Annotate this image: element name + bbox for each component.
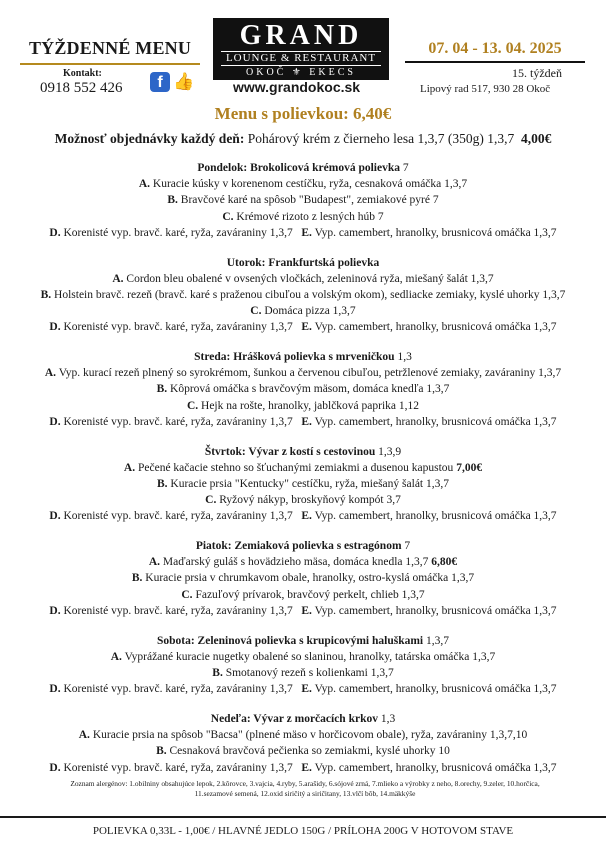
day-soup: Sobota: Zeleninová polievka s krupicovými haluškami	[156, 634, 424, 647]
item-letter: E.	[301, 683, 312, 696]
item-letter: B.	[131, 572, 143, 585]
day-soup: Nedeľa: Vývar z morčacích krkov	[210, 712, 378, 725]
menu-item	[0, 649, 606, 665]
menu-item	[0, 381, 606, 397]
day-title	[0, 711, 606, 727]
fixed-items	[0, 225, 606, 241]
day-title	[0, 538, 606, 554]
day-soup: Utorok: Frankfurtská polievka	[226, 256, 380, 269]
soup-allergens: 7	[404, 540, 411, 553]
item-letter: D.	[49, 510, 61, 523]
item-text: Kuracie prsia na spôsob "Bacsa" (plnené mäso v horčicovom obale), ryža, zaváraniny 1,3,7,10	[92, 729, 528, 742]
portion-info: POLIEVKA 0,33L - 1,00€ / HLAVNÉ JEDLO 150G / PRÍLOHA 200G V HOTOVOM STAVE	[92, 825, 514, 837]
menu-item	[0, 209, 606, 225]
weekly-title-block	[20, 38, 200, 65]
logo-place: OKOČ ⚜ EKECS	[246, 67, 356, 78]
item-letter: B.	[167, 194, 178, 207]
item-letter: A.	[78, 729, 90, 742]
item-letter: B.	[40, 288, 52, 301]
day-soup: Štvrtok: Vývar z kostí s cestovinou	[204, 445, 376, 458]
fixed-items	[0, 681, 606, 697]
day-section	[0, 633, 606, 698]
address: Lipový rad 517, 930 28 Okoč	[420, 83, 551, 95]
menu-item	[0, 192, 606, 208]
fixed-items	[0, 508, 606, 524]
item-letter: D.	[49, 761, 61, 774]
day-title	[0, 349, 606, 365]
item-letter: D.	[49, 604, 61, 617]
allergen-list: Zoznam alergénov: 1.obilniny obsahujúce lepok, 2.kôrovce, 3.vajcia, 4.ryby, 5.arašidy, 6.sójové zrná, 7.mlieko a výrobky z neho, 8.orechy, 9.zeler, 10.horčica, 11.sezamové semená, 12.oxid siričitý a siričitany, 13.vlčí bôb, 14.mäkkýše	[70, 779, 540, 798]
soup-allergens: 1,3,7	[426, 634, 450, 647]
menu-item	[0, 587, 606, 603]
social-icons	[150, 72, 195, 92]
item-text: Korenisté vyp. bravč. karé, ryža, zaváraniny 1,3,7	[63, 604, 293, 617]
menu-price: Menu s polievkou: 6,40€	[214, 104, 392, 123]
day-soup: Pondelok: Brokolicová krémová polievka	[197, 162, 401, 174]
logo-subtitle: LOUNGE & RESTAURANT	[221, 51, 381, 66]
fixed-items	[0, 603, 606, 619]
menu-item	[0, 476, 606, 492]
menu-item	[0, 665, 606, 681]
item-letter: A.	[110, 650, 122, 663]
week-dates: 07. 04 - 13. 04. 2025	[428, 40, 562, 57]
day-title	[0, 444, 606, 460]
item-price: 6,80€	[431, 556, 458, 569]
day-section	[0, 711, 606, 776]
item-text: Korenisté vyp. bravč. karé, ryža, zaváraniny 1,3,7	[63, 226, 293, 239]
contact-label: Kontakt:	[63, 68, 102, 79]
title-underline	[20, 63, 200, 65]
item-letter: E.	[301, 226, 312, 239]
item-letter: E.	[301, 415, 312, 428]
week-number: 15. týždeň	[512, 66, 562, 80]
item-letter: C.	[181, 588, 193, 601]
item-letter: A.	[44, 367, 57, 380]
day-section	[0, 255, 606, 336]
item-letter: C.	[186, 399, 199, 412]
menu-item	[0, 271, 606, 287]
footer-divider	[0, 816, 606, 818]
day-section	[0, 349, 606, 430]
item-letter: B.	[156, 383, 168, 396]
item-text: Vyp. camembert, hranolky, brusnicová omáčka 1,3,7	[314, 321, 557, 334]
item-letter: B.	[156, 745, 167, 758]
item-text: Kuracie kúsky v korenenom cestíčku, ryža, cesnaková omáčka 1,3,7	[152, 178, 468, 191]
soup-allergens: 1,3,9	[378, 445, 402, 458]
item-text: Vyp. camembert, hranolky, brusnicová omáčka 1,3,7	[314, 761, 557, 774]
day-soup: Streda: Hrášková polievka s mrveničkou	[194, 351, 395, 364]
item-text: Kuracie prsia "Kentucky" cestíčku, ryža, miešaný šalát 1,3,7	[170, 477, 449, 490]
item-text: Vyprážané kuracie nugetky obalené so slaninou, hranolky, tatárska omáčka 1,3,7	[124, 650, 496, 663]
soup-allergens: 7	[402, 162, 409, 174]
fixed-items	[0, 760, 606, 776]
day-section	[0, 160, 606, 241]
item-text: Bravčové karé na spôsob "Budapest", zemiakové pyré 7	[180, 194, 439, 207]
day-title	[0, 633, 606, 649]
logo-title: GRAND	[239, 20, 363, 51]
dates-underline	[405, 61, 585, 63]
item-letter: A.	[123, 461, 136, 474]
website-link[interactable]: www.grandokoc.sk	[233, 79, 361, 95]
item-letter: E.	[301, 604, 312, 617]
item-text: Ryžový nákyp, broskyňový kompót 3,7	[219, 494, 401, 507]
menu-item	[0, 303, 606, 319]
item-text: Vyp. camembert, hranolky, brusnicová omáčka 1,3,7	[314, 415, 557, 428]
item-letter: D.	[49, 683, 61, 696]
item-letter: D.	[49, 226, 61, 239]
item-text: Vyp. camembert, hranolky, brusnicová omáčka 1,3,7	[314, 604, 557, 617]
item-text: Hejk na rošte, hranolky, jablčková paprika 1,12	[201, 399, 420, 412]
item-letter: C.	[205, 494, 217, 507]
item-price: 7,00€	[456, 461, 483, 474]
item-text: Korenisté vyp. bravč. karé, ryža, zaváraniny 1,3,7	[63, 510, 293, 523]
day-section	[0, 538, 606, 619]
daily-offer-price: 4,00€	[521, 131, 552, 146]
fixed-items	[0, 319, 606, 335]
menu-item	[0, 727, 606, 743]
item-text: Maďarský guláš s hovädzieho mäsa, domáca knedla 1,3,7	[162, 556, 429, 569]
item-text: Krémové rizoto z lesných húb 7	[236, 210, 384, 223]
menu-item	[0, 570, 606, 586]
day-soup: Piatok: Zemiaková polievka s estragónom	[195, 540, 402, 553]
daily-offer-text: Pohárový krém z čierneho lesa 1,3,7 (350g) 1,3,7	[247, 131, 515, 146]
item-letter: A.	[112, 272, 124, 285]
item-letter: B.	[156, 477, 168, 490]
item-letter: D.	[49, 415, 61, 428]
item-letter: E.	[301, 761, 312, 774]
menu-item	[0, 176, 606, 192]
phone-number: 0918 552 426	[40, 80, 123, 96]
item-text: Domáca pizza 1,3,7	[264, 305, 356, 318]
item-text: Vyp. camembert, hranolky, brusnicová omáčka 1,3,7	[314, 510, 557, 523]
item-letter: C.	[222, 210, 234, 223]
day-title	[0, 255, 606, 271]
menu-item	[0, 287, 606, 303]
item-text: Vyp. camembert, hranolky, brusnicová omáčka 1,3,7	[314, 683, 557, 696]
item-text: Korenisté vyp. bravč. karé, ryža, zaváraniny 1,3,7	[63, 761, 293, 774]
menu-item	[0, 365, 606, 381]
soup-allergens: 1,3	[397, 351, 412, 364]
item-text: Kuracie prsia v chrumkavom obale, hranolky, ostro-kyslá omáčka 1,3,7	[145, 572, 475, 585]
soup-allergens: 1,3	[380, 712, 396, 725]
menu-item	[0, 492, 606, 508]
item-text: Korenisté vyp. bravč. karé, ryža, zaváraniny 1,3,7	[63, 321, 293, 334]
item-text: Korenisté vyp. bravč. karé, ryža, zaváraniny 1,3,7	[63, 415, 293, 428]
item-letter: E.	[301, 321, 312, 334]
item-text: Kôprová omáčka s bravčovým mäsom, domáca knedľa 1,3,7	[170, 383, 450, 396]
daily-offer	[0, 131, 606, 147]
daily-offer-label: Možnosť objednávky každý deň:	[54, 131, 245, 146]
thumbs-up-icon[interactable]: 👍	[173, 72, 195, 91]
item-text: Pečené kačacie stehno so šťuchanými zemiakmi a dusenou kapustou	[137, 461, 454, 474]
weekly-title: TÝŽDENNÉ MENU	[28, 38, 192, 58]
item-text: Cordon bleu obalené v ovsených vločkách, zeleninová ryža, miešaný šalát 1,3,7	[126, 272, 494, 285]
menu-item	[0, 743, 606, 759]
menu-item	[0, 398, 606, 414]
item-letter: B.	[212, 666, 223, 679]
item-letter: E.	[301, 510, 312, 523]
days-list	[0, 160, 606, 789]
fixed-items	[0, 414, 606, 430]
item-text: Korenisté vyp. bravč. karé, ryža, zaváraniny 1,3,7	[63, 683, 293, 696]
facebook-icon[interactable]: f	[150, 72, 170, 92]
item-text: Vyp. kurací rezeň plnený so syrokrémom, šunkou a červenou cibuľou, petržlenové zemiaky, zaváraniny 1,3,7	[58, 367, 562, 380]
item-letter: C.	[250, 305, 262, 318]
menu-item	[0, 554, 606, 570]
day-section	[0, 444, 606, 525]
restaurant-logo	[213, 18, 389, 80]
item-text: Vyp. camembert, hranolky, brusnicová omáčka 1,3,7	[314, 226, 557, 239]
item-letter: D.	[49, 321, 61, 334]
item-text: Smotanový rezeň s kolienkami 1,3,7	[225, 666, 394, 679]
item-text: Fazuľový prívarok, bravčový perkelt, chlieb 1,3,7	[195, 588, 425, 601]
menu-item	[0, 460, 606, 476]
item-letter: A.	[148, 556, 161, 569]
item-text: Holstein bravč. rezeň (bravč. karé s praženou cibuľou a volským okom), sedliacke zemiaky, kyslé uhorky 1,3,7	[54, 288, 566, 301]
day-title	[0, 160, 606, 176]
item-letter: A.	[138, 178, 151, 191]
item-text: Cesnaková bravčová pečienka so zemiakmi, kyslé uhorky 10	[169, 745, 450, 758]
